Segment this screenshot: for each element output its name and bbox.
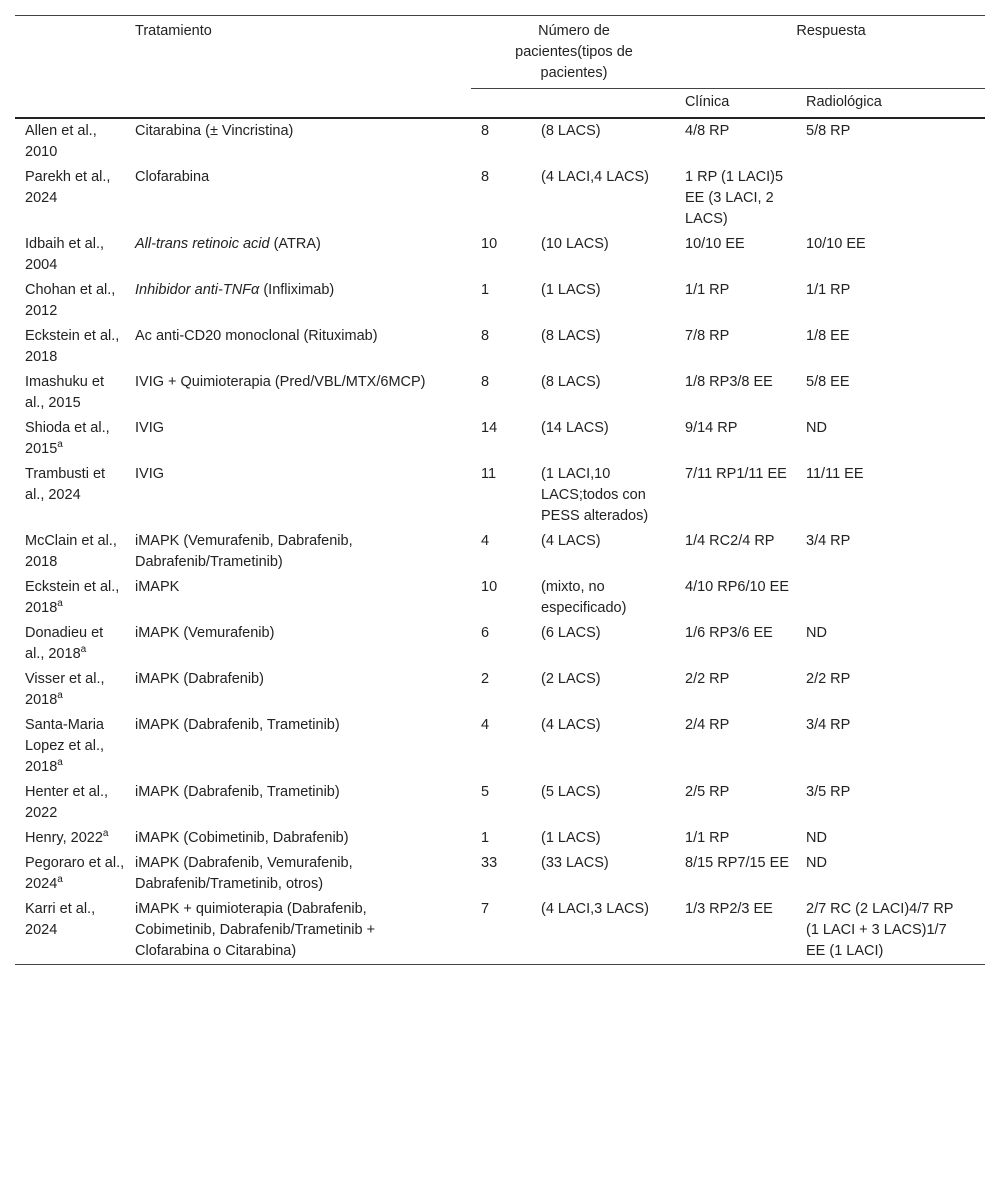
cell-clinica: 7/8 RP xyxy=(685,328,730,344)
table-row xyxy=(15,575,985,621)
study-text: Henry, 2022 xyxy=(25,830,103,846)
cell-tratamiento xyxy=(129,165,471,232)
cell-tratamiento xyxy=(129,851,471,897)
cell-clinica: 1 RP (1 LACI)5 EE (3 LACI, 2 LACS) xyxy=(685,169,784,227)
cell-study xyxy=(15,462,129,529)
tratamiento-text: IVIG + Quimioterapia (Pred/VBL/MTX/6MCP) xyxy=(135,374,426,390)
cell-tratamiento xyxy=(129,232,471,278)
table-row xyxy=(15,826,985,851)
tratamiento-italic: All-trans retinoic acid xyxy=(135,236,270,252)
footnote-mark: a xyxy=(57,874,63,886)
cell-radiologica: 5/8 EE xyxy=(806,374,850,390)
header-clinica: Clínica xyxy=(677,89,798,119)
table-row xyxy=(15,780,985,826)
cell-tipo-pacientes: (10 LACS) xyxy=(541,236,609,252)
cell-radiologica xyxy=(798,575,985,621)
table-row xyxy=(15,232,985,278)
cell-tratamiento xyxy=(129,713,471,780)
cell-n-pacientes: 4 xyxy=(481,533,490,549)
cell-radiologica: 11/11 EE xyxy=(806,466,864,482)
cell-n-pacientes: 6 xyxy=(481,625,490,641)
cell-radiologica: 5/8 RP xyxy=(806,123,851,139)
study-text: Henter et al., 2022 xyxy=(25,784,109,821)
study-text: Idbaih et al., 2004 xyxy=(25,236,104,273)
study-text: Chohan et al., 2012 xyxy=(25,282,116,319)
cell-study xyxy=(15,232,129,278)
cell-clinica: 2/2 RP xyxy=(685,671,730,687)
cell-clinica: 1/1 RP xyxy=(685,282,730,298)
cell-study xyxy=(15,118,129,165)
cell-n-pacientes: 8 xyxy=(481,169,490,185)
table-row xyxy=(15,713,985,780)
cell-radiologica: 3/4 RP xyxy=(806,533,851,549)
tratamiento-text: iMAPK (Dabrafenib, Trametinib) xyxy=(135,784,340,800)
cell-radiologica: ND xyxy=(806,830,827,846)
cell-tipo-pacientes: (33 LACS) xyxy=(541,855,609,871)
cell-n-pacientes: 8 xyxy=(481,123,490,139)
cell-radiologica: 3/5 RP xyxy=(806,784,851,800)
tratamiento-text: (Infliximab) xyxy=(259,282,335,298)
tratamiento-text: iMAPK (Dabrafenib, Trametinib) xyxy=(135,717,340,733)
table-body xyxy=(15,118,985,965)
cell-clinica: 1/8 RP3/8 EE xyxy=(685,374,773,390)
cell-tipo-pacientes: (4 LACS) xyxy=(541,717,601,733)
cell-tratamiento xyxy=(129,667,471,713)
tratamiento-text: iMAPK xyxy=(135,579,180,595)
cell-clinica: 10/10 EE xyxy=(685,236,745,252)
cell-n-pacientes: 1 xyxy=(481,282,490,298)
cell-study xyxy=(15,324,129,370)
study-text: Santa-Maria Lopez et al., 2018 xyxy=(25,717,104,775)
cell-radiologica: 2/2 RP xyxy=(806,671,851,687)
study-text: Karri et al., 2024 xyxy=(25,901,96,938)
cell-clinica: 1/4 RC2/4 RP xyxy=(685,533,775,549)
table-row xyxy=(15,416,985,462)
cell-clinica: 4/8 RP xyxy=(685,123,730,139)
header-blank-2 xyxy=(129,89,471,119)
cell-study xyxy=(15,529,129,575)
footnote-mark: a xyxy=(102,828,109,840)
cell-study xyxy=(15,780,129,826)
table-row xyxy=(15,278,985,324)
tratamiento-text: iMAPK + quimioterapia (Dabrafenib, Cobimetinib, Dabrafenib/Trametinib + Clofarabina o Citarabina) xyxy=(135,901,376,959)
header-tratamiento: Tratamiento xyxy=(135,23,212,39)
cell-tratamiento xyxy=(129,416,471,462)
cell-radiologica: 1/8 EE xyxy=(806,328,850,344)
cell-tipo-pacientes: (8 LACS) xyxy=(541,123,601,139)
cell-clinica: 7/11 RP1/11 EE xyxy=(685,466,787,482)
cell-n-pacientes: 7 xyxy=(481,901,490,917)
tratamiento-italic: Inhibidor anti-TNFα xyxy=(135,282,260,298)
study-text: Eckstein et al., 2018 xyxy=(25,328,120,365)
cell-tratamiento xyxy=(129,324,471,370)
cell-tipo-pacientes: (mixto, no especificado) xyxy=(541,579,627,616)
cell-tipo-pacientes: (14 LACS) xyxy=(541,420,609,436)
study-text: Shioda et al., 2015 xyxy=(25,420,110,457)
cell-n-pacientes: 4 xyxy=(481,717,490,733)
table-row xyxy=(15,165,985,232)
cell-radiologica: ND xyxy=(806,420,827,436)
study-text: Imashuku et al., 2015 xyxy=(25,374,104,411)
cell-clinica: 1/1 RP xyxy=(685,830,730,846)
cell-clinica: 8/15 RP7/15 EE xyxy=(685,855,789,871)
tratamiento-text: iMAPK (Vemurafenib) xyxy=(135,625,275,641)
cell-n-pacientes: 8 xyxy=(481,328,490,344)
header-blank-4 xyxy=(533,89,677,119)
table-row xyxy=(15,324,985,370)
cell-tratamiento xyxy=(129,462,471,529)
tratamiento-text: iMAPK (Cobimetinib, Dabrafenib) xyxy=(135,830,349,846)
cell-clinica: 1/3 RP2/3 EE xyxy=(685,901,773,917)
cell-tipo-pacientes: (4 LACI,4 LACS) xyxy=(541,169,649,185)
cell-tratamiento xyxy=(129,780,471,826)
cell-n-pacientes: 5 xyxy=(481,784,490,800)
cell-n-pacientes: 10 xyxy=(481,236,498,252)
cell-study xyxy=(15,851,129,897)
study-text: Donadieu et al., 2018 xyxy=(25,625,104,662)
cell-n-pacientes: 2 xyxy=(481,671,490,687)
study-text: Allen et al., 2010 xyxy=(25,123,97,160)
cell-tratamiento xyxy=(129,529,471,575)
cell-study xyxy=(15,897,129,965)
cell-tratamiento xyxy=(129,621,471,667)
cell-radiologica xyxy=(798,165,985,232)
footnote-mark: a xyxy=(80,644,87,656)
treatment-table xyxy=(15,15,985,965)
table-row xyxy=(15,370,985,416)
cell-study xyxy=(15,278,129,324)
cell-study xyxy=(15,713,129,780)
cell-study xyxy=(15,667,129,713)
cell-radiologica: ND xyxy=(806,855,827,871)
tratamiento-text: IVIG xyxy=(135,420,165,436)
cell-radiologica: 3/4 RP xyxy=(806,717,851,733)
cell-clinica: 2/5 RP xyxy=(685,784,730,800)
footnote-mark: a xyxy=(57,690,63,702)
table-row xyxy=(15,529,985,575)
cell-clinica: 1/6 RP3/6 EE xyxy=(685,625,773,641)
cell-radiologica: 1/1 RP xyxy=(806,282,851,298)
cell-tipo-pacientes: (1 LACI,10 LACS;todos con PESS alterados) xyxy=(541,466,649,524)
cell-n-pacientes: 33 xyxy=(481,855,498,871)
study-text: McClain et al., 2018 xyxy=(25,533,117,570)
header-study xyxy=(15,16,129,89)
cell-tipo-pacientes: (2 LACS) xyxy=(541,671,601,687)
tratamiento-text: Ac anti-CD20 monoclonal (Rituximab) xyxy=(135,328,378,344)
tratamiento-text: iMAPK (Dabrafenib) xyxy=(135,671,264,687)
cell-tipo-pacientes: (4 LACS) xyxy=(541,533,601,549)
cell-clinica: 2/4 RP xyxy=(685,717,730,733)
tratamiento-text: Citarabina (± Vincristina) xyxy=(135,123,294,139)
table-row xyxy=(15,621,985,667)
cell-n-pacientes: 14 xyxy=(481,420,498,436)
table-row xyxy=(15,118,985,165)
cell-study xyxy=(15,370,129,416)
cell-n-pacientes: 10 xyxy=(481,579,498,595)
cell-radiologica: 2/7 RC (2 LACI)4/7 RP (1 LACI + 3 LACS)1/7 EE (1 LACI) xyxy=(806,901,954,959)
cell-study xyxy=(15,416,129,462)
footnote-mark: a xyxy=(57,757,63,769)
table-row xyxy=(15,462,985,529)
header-blank-3 xyxy=(471,89,533,119)
cell-tipo-pacientes: (6 LACS) xyxy=(541,625,601,641)
tratamiento-text: Clofarabina xyxy=(135,169,210,185)
cell-clinica: 4/10 RP6/10 EE xyxy=(685,579,789,595)
cell-tipo-pacientes: (5 LACS) xyxy=(541,784,601,800)
cell-study xyxy=(15,621,129,667)
footnote-mark: a xyxy=(57,439,63,451)
header-blank-1 xyxy=(15,89,129,119)
cell-tratamiento xyxy=(129,278,471,324)
cell-study xyxy=(15,165,129,232)
cell-tipo-pacientes: (1 LACS) xyxy=(541,830,601,846)
cell-tipo-pacientes: (1 LACS) xyxy=(541,282,601,298)
cell-tipo-pacientes: (4 LACI,3 LACS) xyxy=(541,901,649,917)
cell-clinica: 9/14 RP xyxy=(685,420,738,436)
cell-radiologica: ND xyxy=(806,625,827,641)
table-row xyxy=(15,897,985,965)
study-text: Eckstein et al., 2018 xyxy=(25,579,120,616)
table-row xyxy=(15,667,985,713)
study-text: Pegoraro et al., 2024 xyxy=(25,855,125,892)
study-text: Parekh et al., 2024 xyxy=(25,169,111,206)
cell-tratamiento xyxy=(129,897,471,965)
tratamiento-text: (ATRA) xyxy=(269,236,321,252)
header-numero-text: Número de pacientes(tipos de pacientes) xyxy=(515,23,633,81)
footnote-mark: a xyxy=(57,598,63,610)
cell-n-pacientes: 8 xyxy=(481,374,490,390)
tratamiento-text: iMAPK (Dabrafenib, Vemurafenib, Dabrafenib/Trametinib, otros) xyxy=(135,855,353,892)
header-numero-pacientes xyxy=(471,16,677,89)
header-respuesta: Respuesta xyxy=(796,23,866,39)
tratamiento-text: IVIG xyxy=(135,466,165,482)
cell-tipo-pacientes: (8 LACS) xyxy=(541,374,601,390)
cell-tipo-pacientes: (8 LACS) xyxy=(541,328,601,344)
study-text: Trambusti et al., 2024 xyxy=(25,466,106,503)
tratamiento-text: iMAPK (Vemurafenib, Dabrafenib, Dabrafenib/Trametinib) xyxy=(135,533,353,570)
cell-radiologica: 10/10 EE xyxy=(806,236,866,252)
header-radiologica: Radiológica xyxy=(798,89,985,119)
cell-tratamiento xyxy=(129,370,471,416)
cell-tratamiento xyxy=(129,575,471,621)
table-row xyxy=(15,851,985,897)
cell-study xyxy=(15,826,129,851)
cell-n-pacientes: 11 xyxy=(481,466,497,482)
cell-study xyxy=(15,575,129,621)
cell-tratamiento xyxy=(129,826,471,851)
cell-n-pacientes: 1 xyxy=(481,830,490,846)
study-text: Visser et al., 2018 xyxy=(25,671,105,708)
cell-tratamiento xyxy=(129,118,471,165)
